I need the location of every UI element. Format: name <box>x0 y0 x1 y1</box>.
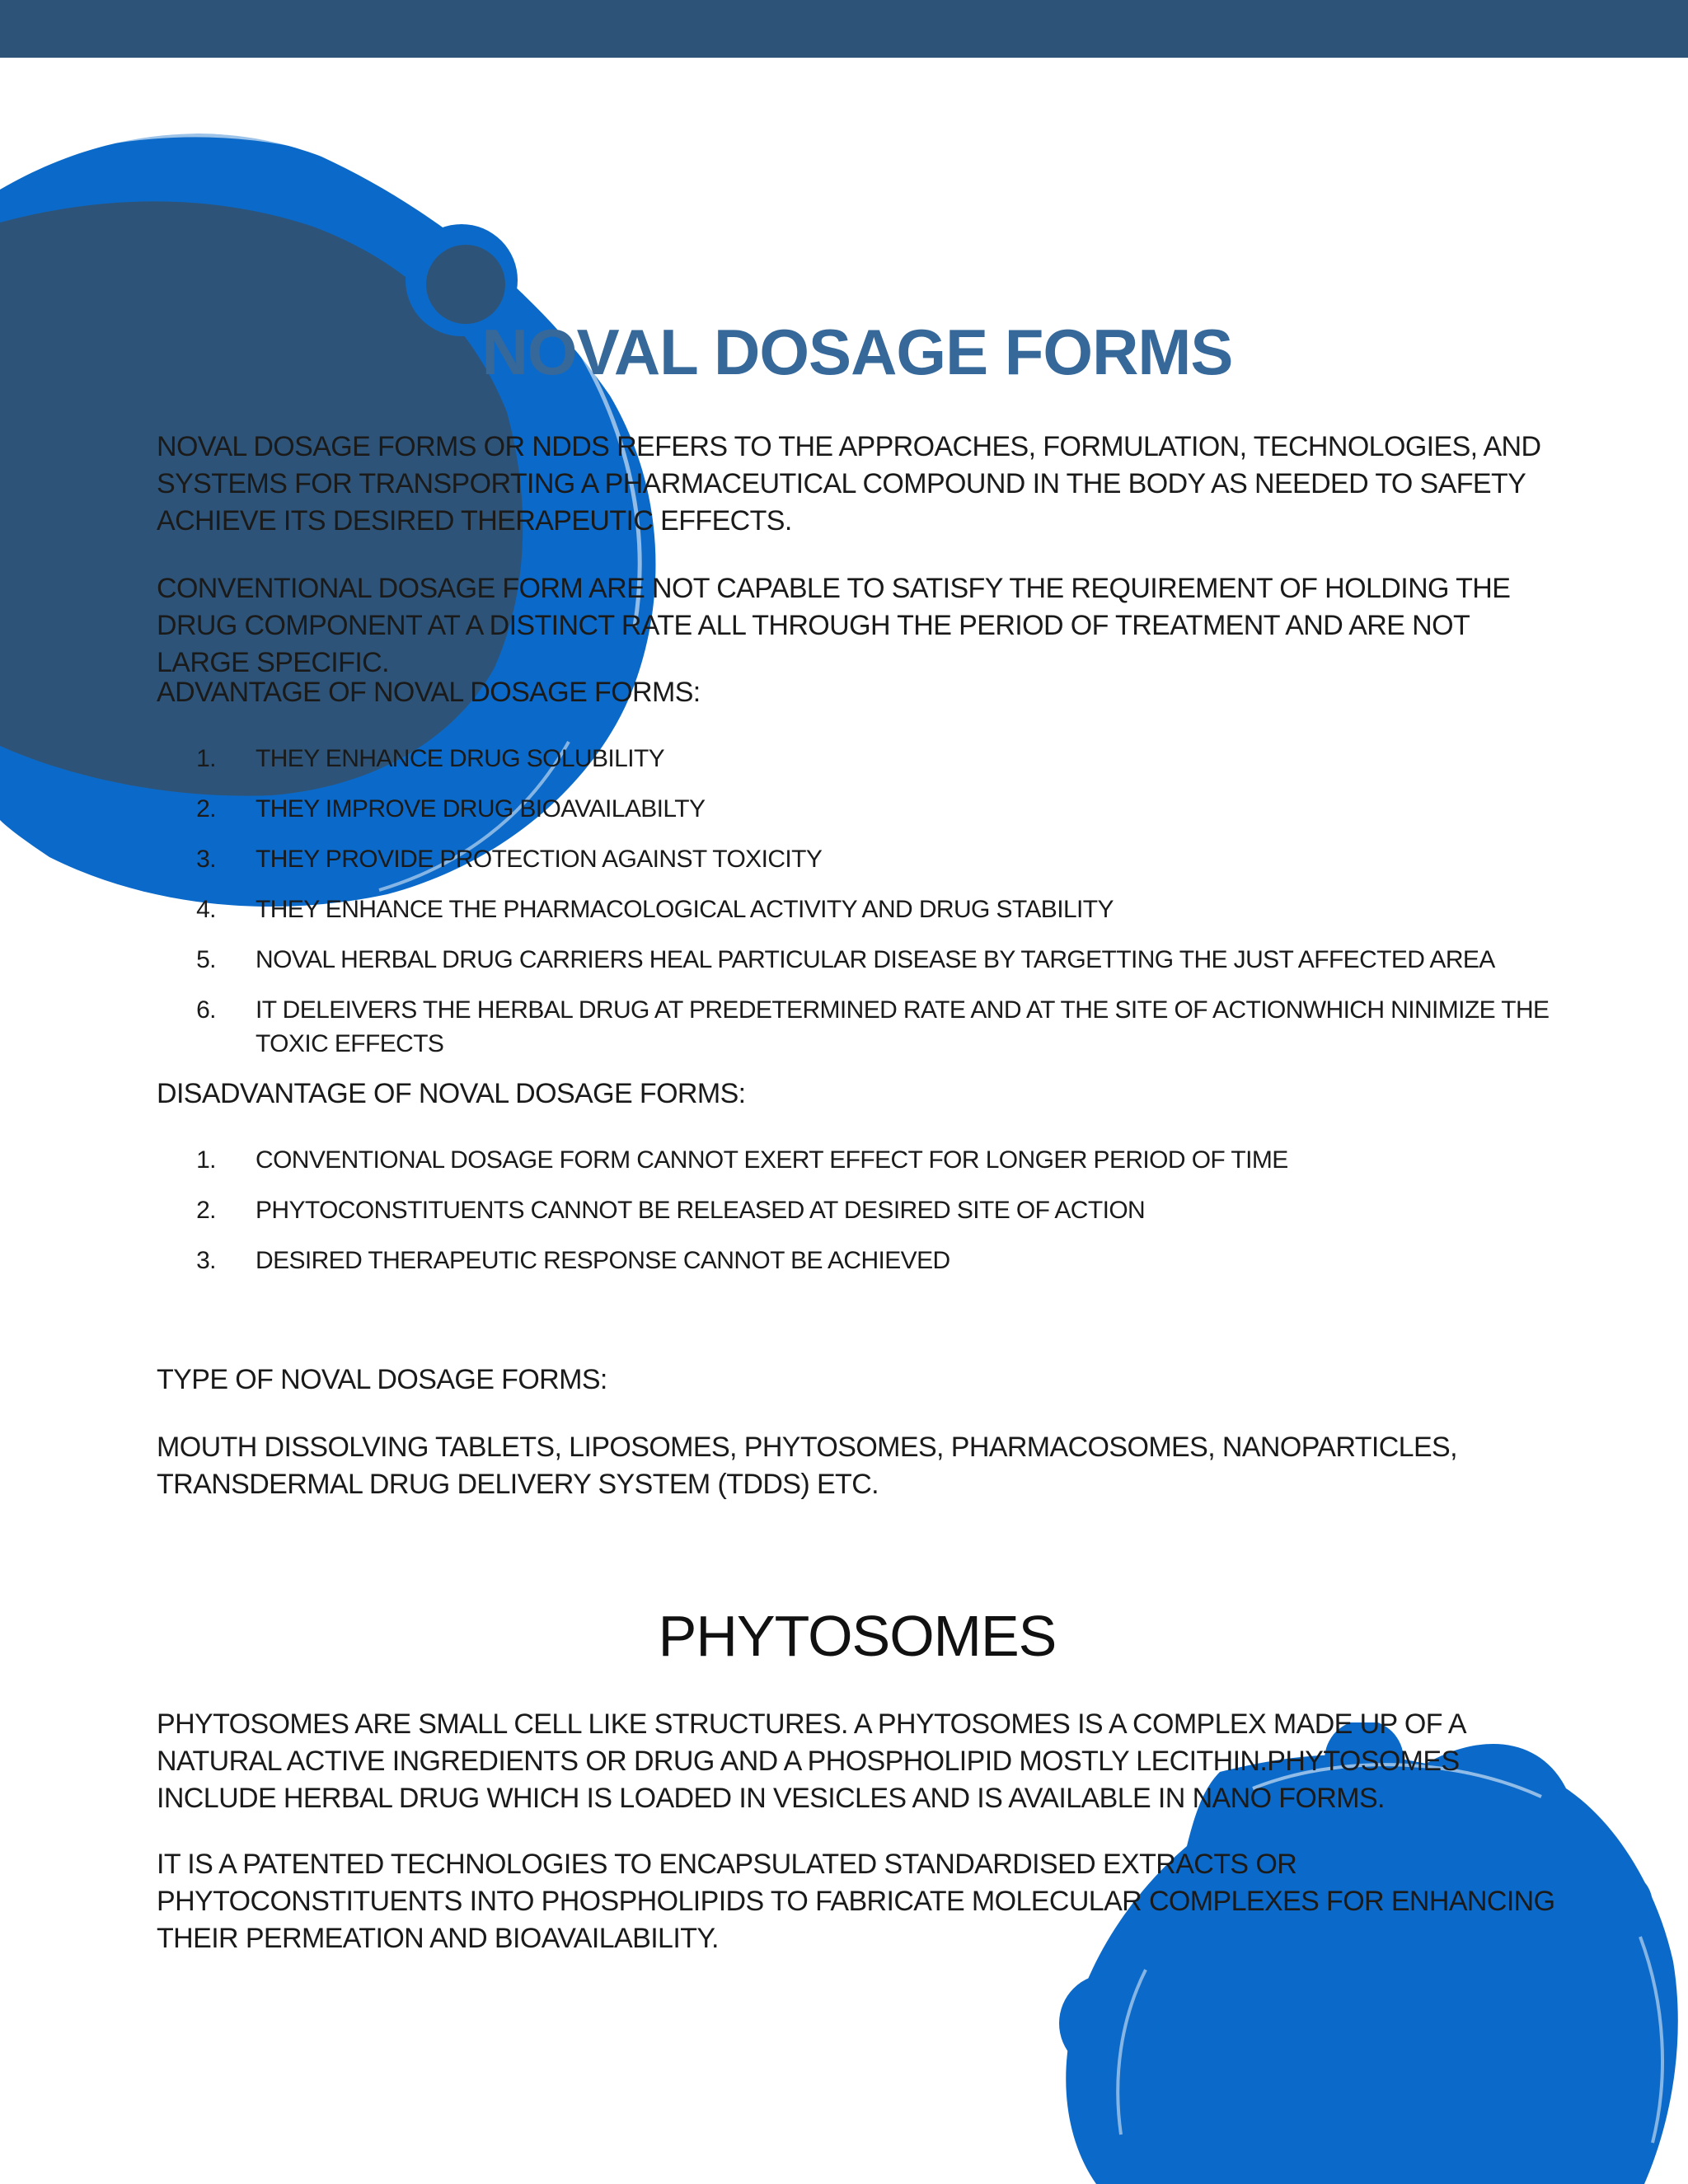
list-item: 3. THEY PROVIDE PROTECTION AGAINST TOXICITY <box>196 846 823 873</box>
types-paragraph: MOUTH DISSOLVING TABLETS, LIPOSOMES, PHYTOSOMES, PHARMACOSOMES, NANOPARTICLES, TRANSDERMAL DRUG DELIVERY SYSTEM (TDDS) ETC. <box>157 1432 1457 1500</box>
phytosomes-paragraph: IT IS A PATENTED TECHNOLOGIES TO ENCAPSULATED STANDARDISED EXTRACTS OR PHYTOCONSTITUENTS INTO PHOSPHOLIPIDS TO FABRICATE MOLECULAR COMPLEXES FOR ENHANCING THEIR PERMEATION AND BIOAVAILABILITY. <box>157 1849 1555 1954</box>
advantages-heading: ADVANTAGE OF NOVAL DOSAGE FORMS: <box>157 677 701 708</box>
list-item: 5. NOVAL HERBAL DRUG CARRIERS HEAL PARTICULAR DISEASE BY TARGETTING THE JUST AFFECTED AREA <box>196 946 1495 973</box>
list-item: 4. THEY ENHANCE THE PHARMACOLOGICAL ACTIVITY AND DRUG STABILITY <box>196 896 1114 923</box>
intro-paragraph: CONVENTIONAL DOSAGE FORM ARE NOT CAPABLE TO SATISFY THE REQUIREMENT OF HOLDING THE DRUG COMPONENT AT A DISTINCT RATE ALL THROUGH THE PERIOD OF TREATMENT AND ARE NOT LARGE SPECIFIC. <box>157 573 1511 678</box>
list-item: 6. IT DELEIVERS THE HERBAL DRUG AT PREDETERMINED RATE AND AT THE SITE OF ACTIONWHICH NINIMIZE THE TOXIC EFFECTS <box>196 996 1550 1057</box>
list-item: 2. PHYTOCONSTITUENTS CANNOT BE RELEASED AT DESIRED SITE OF ACTION <box>196 1197 1146 1224</box>
types-heading: TYPE OF NOVAL DOSAGE FORMS: <box>157 1364 607 1395</box>
list-item: 1. THEY ENHANCE DRUG SOLUBILITY <box>196 745 665 772</box>
advantages-list <box>157 742 1558 1061</box>
intro-paragraph: NOVAL DOSAGE FORMS OR NDDS REFERS TO THE APPROACHES, FORMULATION, TECHNOLOGIES, AND SYSTEMS FOR TRANSPORTING A PHARMACEUTICAL COMPOUND IN THE BODY AS NEEDED TO SAFETY ACHIEVE ITS DESIRED THERAPEUTIC EFFECTS. <box>157 431 1541 537</box>
list-item: 2. THEY IMPROVE DRUG BIOAVAILABILTY <box>196 795 706 823</box>
list-item: 3. DESIRED THERAPEUTIC RESPONSE CANNOT BE ACHIEVED <box>196 1247 950 1274</box>
top-color-band <box>0 0 1688 58</box>
disadvantages-list <box>157 1143 1558 1277</box>
phytosomes-heading: PHYTOSOMES <box>658 1604 1057 1668</box>
disadvantages-heading: DISADVANTAGE OF NOVAL DOSAGE FORMS: <box>157 1078 746 1109</box>
phytosomes-paragraph: PHYTOSOMES ARE SMALL CELL LIKE STRUCTURES. A PHYTOSOMES IS A COMPLEX MADE UP OF A NATURAL ACTIVE INGREDIENTS OR DRUG AND A PHOSPHOLIPID MOSTLY LECITHIN.PHYTOSOMES INCLUDE HERBAL DRUG WHICH IS LOADED IN VESICLES AND IS AVAILABLE IN NANO FORMS. <box>157 1708 1465 1814</box>
page-title: NOVAL DOSAGE FORMS <box>481 316 1233 388</box>
list-item: 1. CONVENTIONAL DOSAGE FORM CANNOT EXERT EFFECT FOR LONGER PERIOD OF TIME <box>196 1146 1288 1174</box>
